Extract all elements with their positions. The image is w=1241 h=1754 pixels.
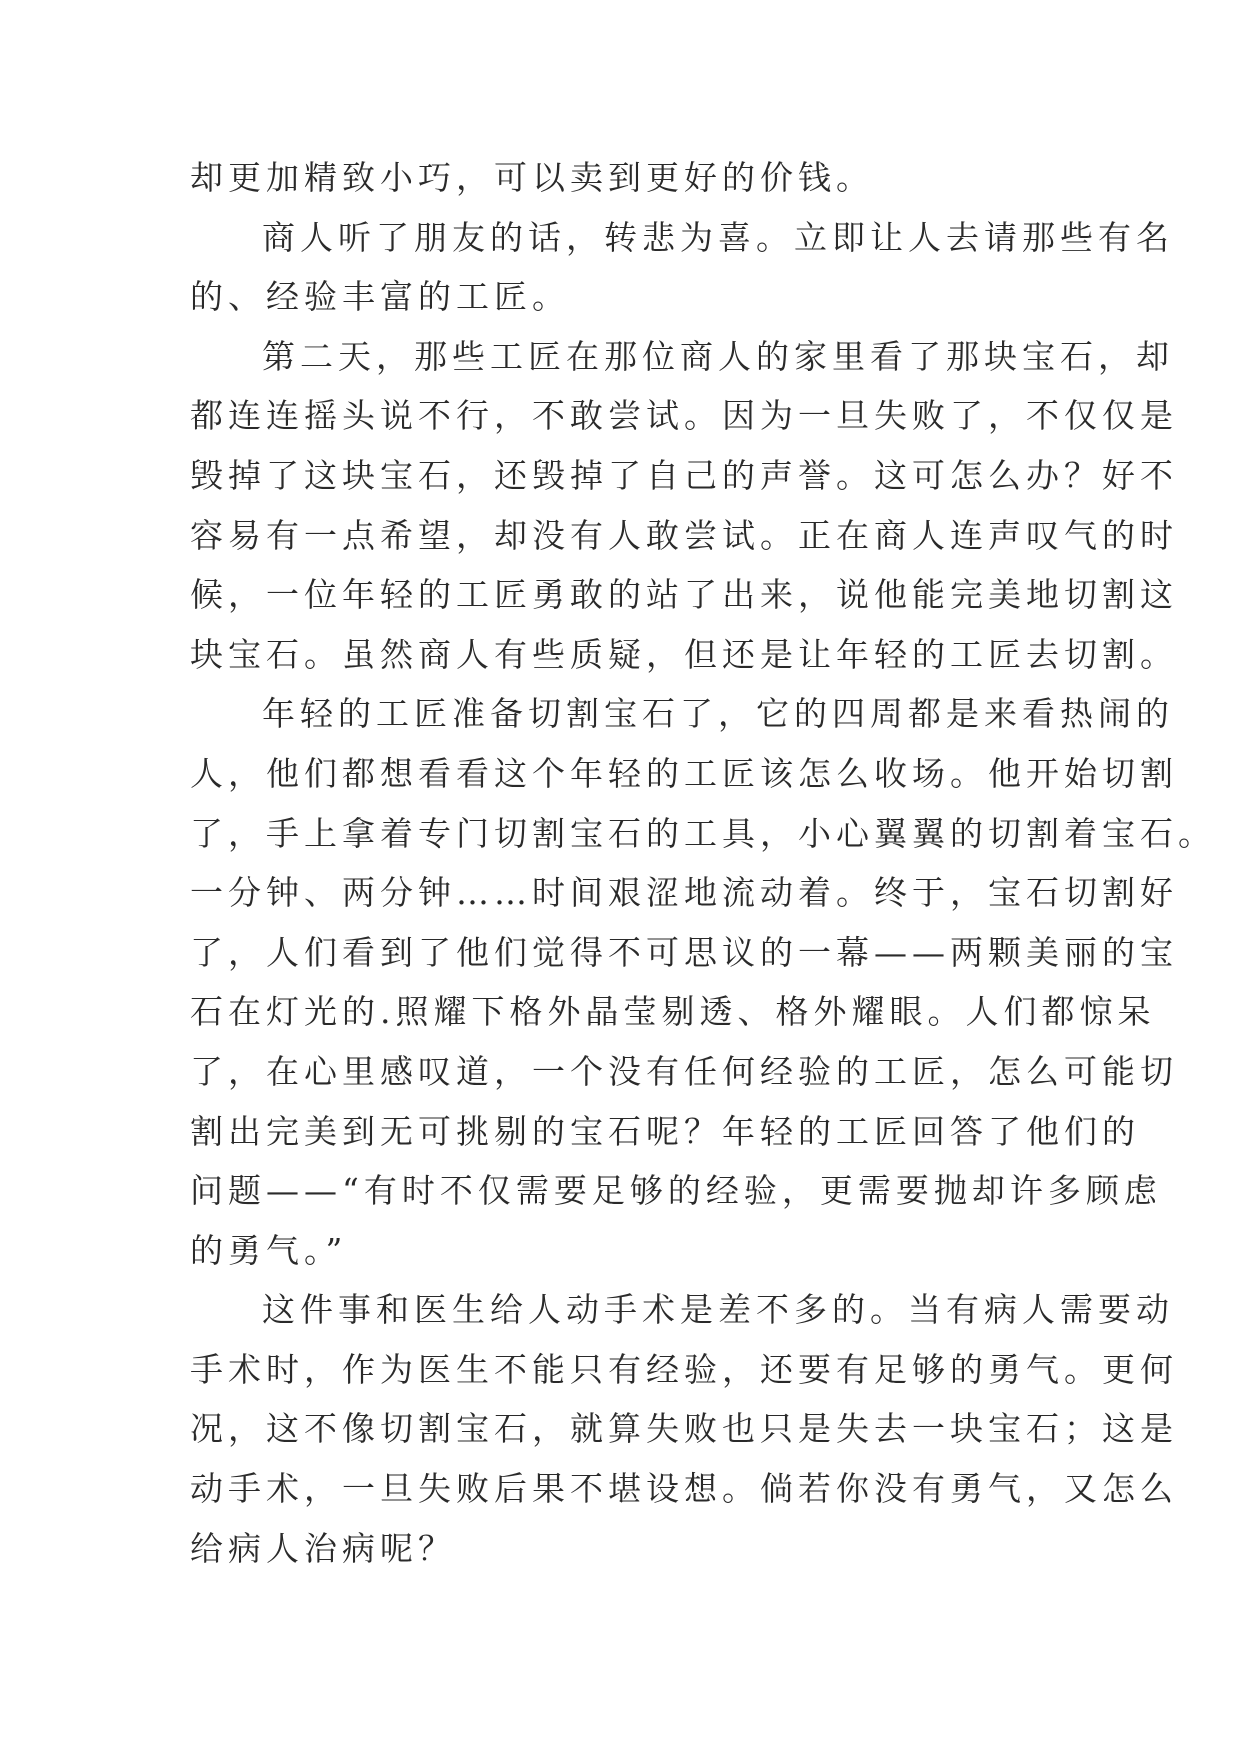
- text-line: 候，一位年轻的工匠勇敢的站了出来，说他能完美地切割这: [190, 575, 1178, 615]
- text-line: 毁掉了这块宝石，还毁掉了自己的声誉。这可怎么办？好不: [190, 455, 1178, 495]
- text-line: 人，他们都想看看这个年轻的工匠该怎么收场。他开始切割: [190, 753, 1178, 793]
- text-line: 动手术，一旦失败后果不堪设想。倘若你没有勇气，又怎么: [190, 1469, 1178, 1509]
- text-line: 了，人们看到了他们觉得不可思议的一幕——两颗美丽的宝: [190, 932, 1178, 972]
- text-line: 的、经验丰富的工匠。: [190, 277, 570, 317]
- text-line: 问题——“有时不仅需要足够的经验，更需要抛却许多顾虑: [190, 1171, 1162, 1211]
- text-line: 容易有一点希望，却没有人敢尝试。正在商人连声叹气的时: [190, 515, 1178, 555]
- text-line: 割出完美到无可挑剔的宝石呢？年轻的工匠回答了他们的: [190, 1111, 1140, 1151]
- text-line: 的勇气。”: [190, 1230, 348, 1270]
- text-line: 手术时，作为医生不能只有经验，还要有足够的勇气。更何: [190, 1349, 1178, 1389]
- text-line: 却更加精致小巧，可以卖到更好的价钱。: [190, 158, 874, 197]
- paragraph-start-line: 第二天，那些工匠在那位商人的家里看了那块宝石，却: [262, 336, 1174, 376]
- text-line: 块宝石。虽然商人有些质疑，但还是让年轻的工匠去切割。: [190, 634, 1178, 674]
- paragraph-start-line: 商人听了朋友的话，转悲为喜。立即让人去请那些有名: [262, 217, 1174, 257]
- text-line: 石在灯光的.照耀下格外晶莹剔透、格外耀眼。人们都惊呆: [190, 992, 1156, 1032]
- text-line: 了，手上拿着专门切割宝石的工具，小心翼翼的切割着宝石。: [190, 813, 1216, 853]
- text-line: 况，这不像切割宝石，就算失败也只是失去一块宝石；这是: [190, 1409, 1178, 1449]
- paragraph-start-line: 这件事和医生给人动手术是差不多的。当有病人需要动: [262, 1290, 1174, 1330]
- text-line: 都连连摇头说不行，不敢尝试。因为一旦失败了，不仅仅是: [190, 396, 1178, 436]
- text-line: 一分钟、两分钟……时间艰涩地流动着。终于，宝石切割好: [190, 873, 1178, 913]
- text-line: 了，在心里感叹道，一个没有任何经验的工匠，怎么可能切: [190, 1051, 1178, 1091]
- body-text: [190, 148, 1216, 1578]
- text-line: 给病人治病呢？: [190, 1528, 456, 1568]
- paragraph-start-line: 年轻的工匠准备切割宝石了，它的四周都是来看热闹的: [262, 694, 1174, 734]
